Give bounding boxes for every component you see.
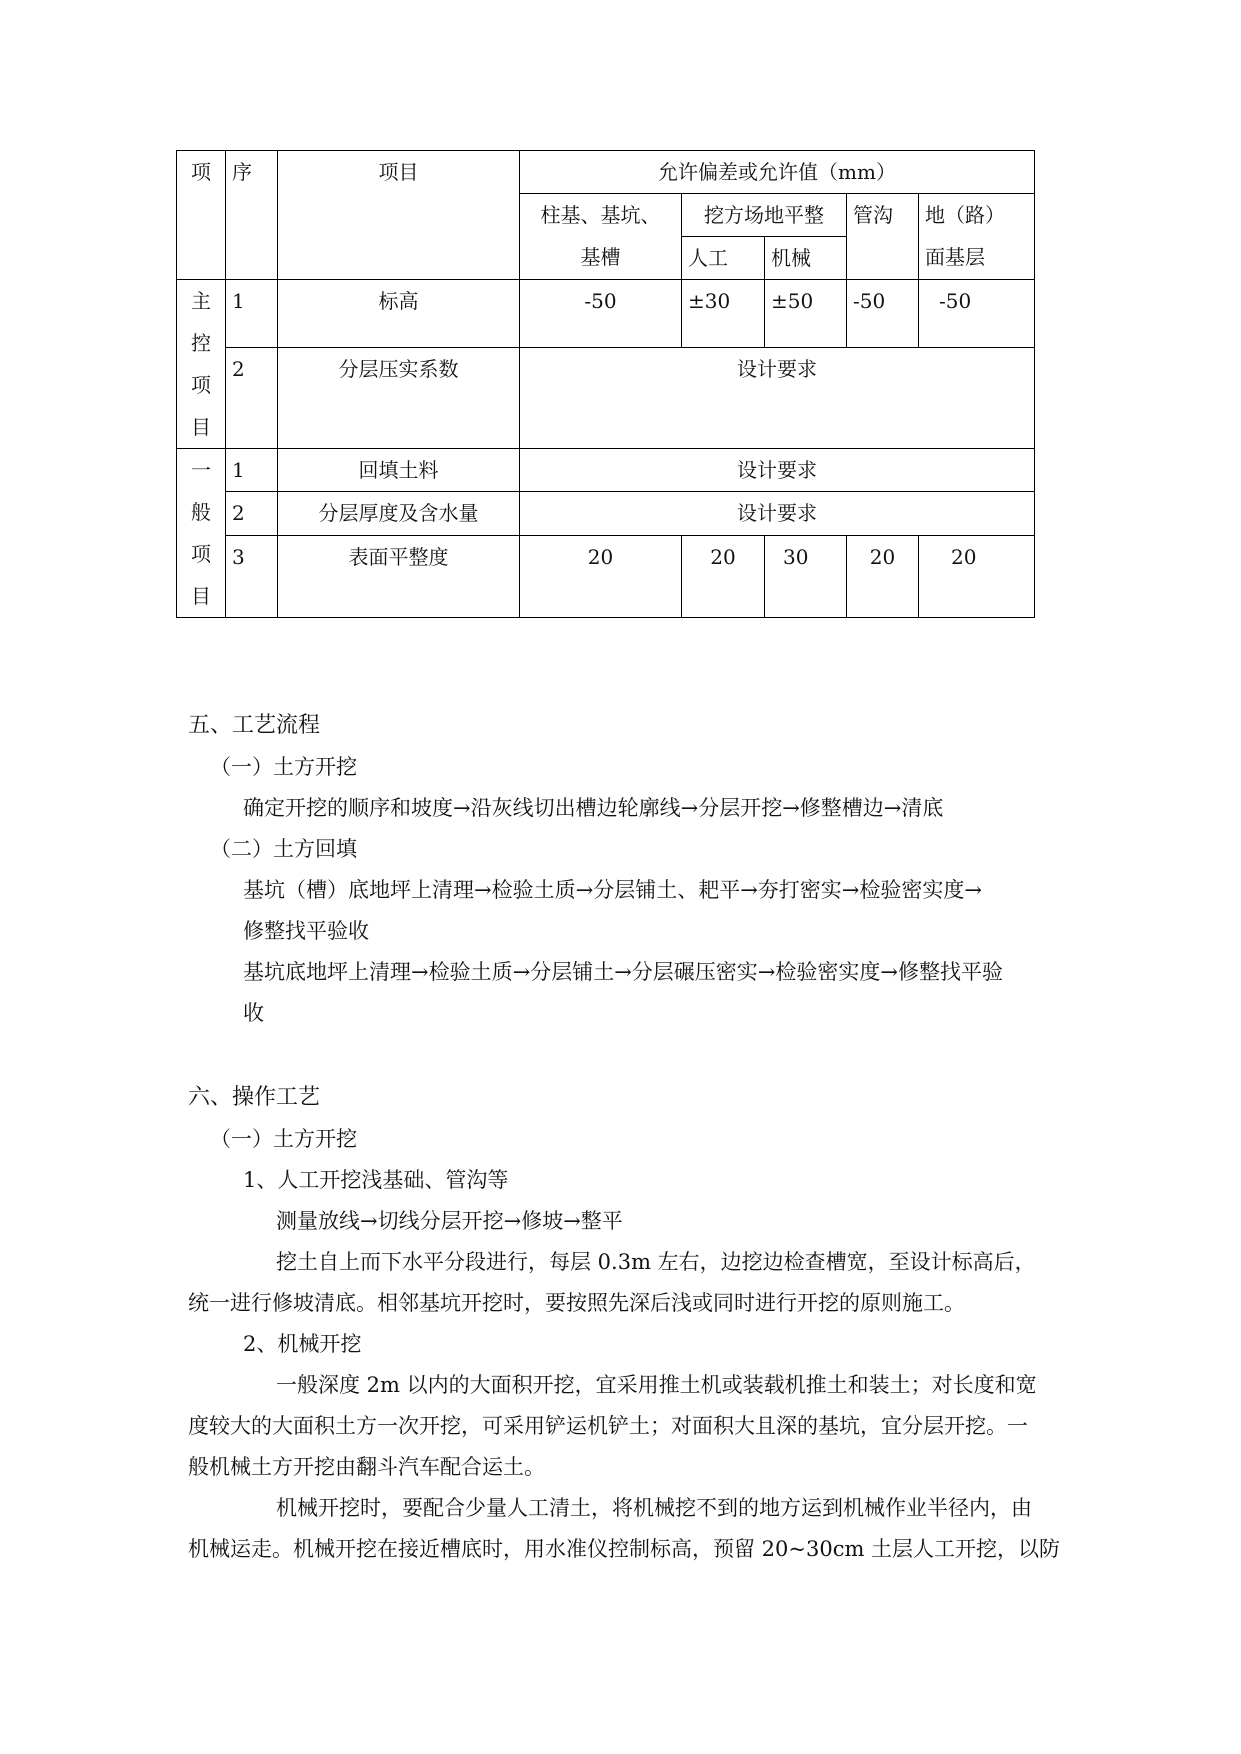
category-char: 主 bbox=[191, 289, 211, 313]
header-pit-line1: 柱基、基坑、 bbox=[540, 203, 661, 227]
row-merged-value: 设计要求 bbox=[520, 347, 1035, 448]
section5-sub2-flow2-line2: 收 bbox=[243, 1001, 264, 1025]
section5-sub2-heading: （二）土方回填 bbox=[210, 837, 357, 861]
row-item: 分层压实系数 bbox=[278, 347, 520, 448]
section6-item1-para-line1: 挖土自上而下水平分段进行，每层 0.3m 左右，边挖边检查槽宽，至设计标高后， bbox=[276, 1250, 1036, 1274]
section5-sub2-flow1-line1: 基坑（槽）底地坪上清理→检验土质→分层铺土、耙平→夯打密实→检验密实度→ bbox=[243, 878, 982, 902]
header-machine: 机械 bbox=[765, 237, 847, 280]
section5-sub2-flow2-line1: 基坑底地坪上清理→检验土质→分层铺土→分层碾压密实→检验密实度→修整找平验 bbox=[243, 960, 1003, 984]
row-value-ground: 20 bbox=[919, 535, 1035, 618]
category-char: 项 bbox=[191, 542, 211, 566]
row-value-trench: 20 bbox=[847, 535, 919, 618]
header-ground bbox=[919, 194, 1035, 280]
row-value-pit: -50 bbox=[520, 280, 682, 348]
category-char: 项 bbox=[191, 373, 211, 397]
row-value-trench: -50 bbox=[847, 280, 919, 348]
header-item: 项目 bbox=[278, 151, 520, 280]
row-item: 标高 bbox=[278, 280, 520, 348]
row-item: 回填土料 bbox=[278, 449, 520, 492]
header-category: 项 bbox=[177, 151, 226, 280]
header-pit-line2: 基槽 bbox=[580, 245, 621, 269]
section6-item2-para2-line2: 机械运走。机械开挖在接近槽底时，用水准仪控制标高，预留 20~30cm 土层人工开挖，以防 bbox=[188, 1537, 1061, 1561]
row-seq: 3 bbox=[226, 535, 278, 618]
row-seq: 2 bbox=[226, 492, 278, 535]
category-main-control bbox=[177, 280, 226, 449]
table-row bbox=[177, 492, 1035, 535]
section5-sub1-flow: 确定开挖的顺序和坡度→沿灰线切出槽边轮廓线→分层开挖→修整槽边→清底 bbox=[243, 796, 944, 820]
header-allowance-group: 允许偏差或允许值（mm） bbox=[520, 151, 1035, 194]
section6-heading: 六、操作工艺 bbox=[188, 1085, 321, 1110]
category-char: 般 bbox=[191, 500, 211, 524]
category-char: 一 bbox=[191, 458, 211, 482]
category-general bbox=[177, 449, 226, 618]
tolerance-table bbox=[176, 150, 1035, 618]
header-trench: 管沟 bbox=[847, 194, 919, 280]
row-seq: 1 bbox=[226, 449, 278, 492]
section6-item1-para-line2: 统一进行修坡清底。相邻基坑开挖时，要按照先深后浅或同时进行开挖的原则施工。 bbox=[188, 1291, 965, 1315]
table-header-row bbox=[177, 151, 1035, 194]
table-row bbox=[177, 347, 1035, 448]
table-row bbox=[177, 535, 1035, 618]
category-char: 控 bbox=[191, 331, 211, 355]
table-row bbox=[177, 280, 1035, 348]
row-seq: 1 bbox=[226, 280, 278, 348]
section6-item2-para2-line1: 机械开挖时，要配合少量人工清土，将机械挖不到的地方运到机械作业半径内，由 bbox=[276, 1496, 1032, 1520]
table-row bbox=[177, 449, 1035, 492]
row-item: 表面平整度 bbox=[278, 535, 520, 618]
header-site-grading: 挖方场地平整 bbox=[682, 194, 847, 237]
section5-heading: 五、工艺流程 bbox=[188, 713, 321, 738]
header-manual: 人工 bbox=[682, 237, 765, 280]
row-value-machine: ±50 bbox=[765, 280, 847, 348]
row-item: 分层厚度及含水量 bbox=[278, 492, 520, 535]
row-value-manual: ±30 bbox=[682, 280, 765, 348]
row-value-pit: 20 bbox=[520, 535, 682, 618]
section6-item2-para1-line1: 一般深度 2m 以内的大面积开挖，宜采用推土机或装载机推土和装土；对长度和宽 bbox=[276, 1373, 1037, 1397]
header-ground-line2: 面基层 bbox=[925, 245, 985, 269]
section6-item2-heading: 2、机械开挖 bbox=[243, 1332, 362, 1356]
section6-item1-flow: 测量放线→切线分层开挖→修坡→整平 bbox=[276, 1209, 623, 1233]
category-char: 目 bbox=[191, 584, 211, 608]
header-ground-line1: 地（路） bbox=[925, 203, 1005, 227]
header-pit bbox=[520, 194, 682, 280]
section6-item2-para1-line2: 度较大的大面积土方一次开挖，可采用铲运机铲土；对面积大且深的基坑，宜分层开挖。一 bbox=[188, 1414, 1028, 1438]
section6-sub1-heading: （一）土方开挖 bbox=[210, 1127, 357, 1151]
section6-item1-heading: 1、人工开挖浅基础、管沟等 bbox=[243, 1168, 509, 1192]
section6-item2-para1-line3: 般机械土方开挖由翻斗汽车配合运土。 bbox=[188, 1455, 545, 1479]
header-seq: 序 bbox=[226, 151, 278, 280]
section5-sub1-heading: （一）土方开挖 bbox=[210, 755, 357, 779]
section5-sub2-flow1-line2: 修整找平验收 bbox=[243, 919, 369, 943]
row-value-machine: 30 bbox=[765, 535, 847, 618]
row-merged-value: 设计要求 bbox=[520, 449, 1035, 492]
row-merged-value: 设计要求 bbox=[520, 492, 1035, 535]
category-char: 目 bbox=[191, 415, 211, 439]
row-value-manual: 20 bbox=[682, 535, 765, 618]
row-value-ground: -50 bbox=[919, 280, 1035, 348]
row-seq: 2 bbox=[226, 347, 278, 448]
